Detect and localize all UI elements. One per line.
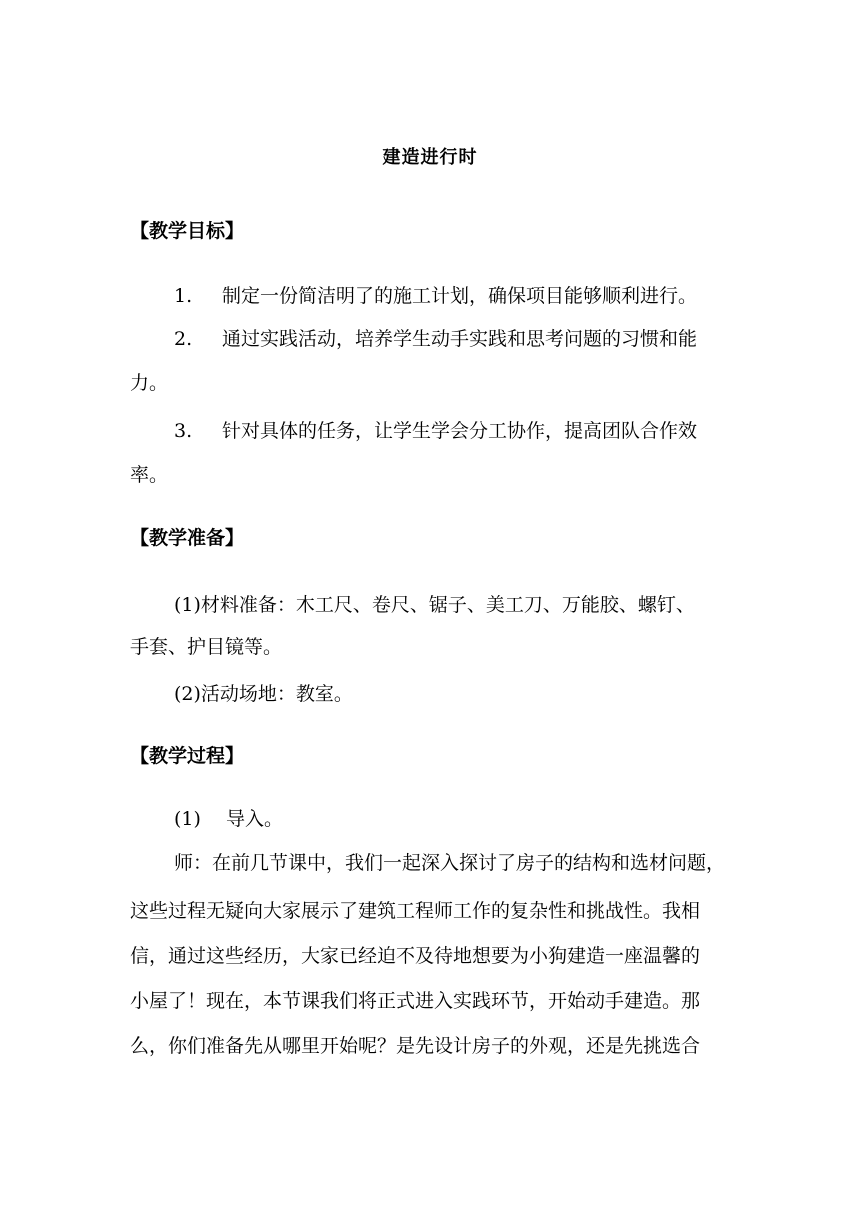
objective-number: 3.	[174, 420, 193, 442]
step-number: (1)	[174, 808, 201, 830]
process-step-1	[174, 806, 283, 832]
section-heading-process: 【教学过程】	[130, 745, 245, 767]
preparation-text-continued: 手套、护目镜等。	[130, 636, 283, 658]
preparation-item-2: (2)活动场地：教室。	[174, 683, 353, 705]
objective-item-3	[174, 418, 697, 444]
objective-item-2	[174, 326, 697, 352]
section-heading-objectives: 【教学目标】	[130, 220, 245, 242]
paragraph-line: 小屋了！现在，本节课我们将正式进入实践环节，开始动手建造。那	[130, 990, 701, 1012]
paragraph-line: 信，通过这些经历，大家已经迫不及待地想要为小狗建造一座温馨的	[130, 945, 701, 967]
objective-item-1	[174, 283, 697, 309]
paragraph-line: 这些过程无疑向大家展示了建筑工程师工作的复杂性和挑战性。我相	[130, 900, 701, 922]
objective-number: 2.	[174, 328, 193, 350]
preparation-item-1: (1)材料准备：木工尺、卷尺、锯子、美工刀、万能胶、螺钉、	[174, 594, 695, 616]
objective-text: 制定一份简洁明了的施工计划，确保项目能够顺利进行。	[222, 285, 698, 307]
objective-text-continued: 力。	[130, 372, 169, 394]
paragraph-line: 么，你们准备先从哪里开始呢？是先设计房子的外观，还是先挑选合	[130, 1035, 701, 1057]
paragraph-line: 师：在前几节课中，我们一起深入探讨了房子的结构和选材问题，	[174, 852, 726, 874]
objective-number: 1.	[174, 285, 193, 307]
objective-text: 针对具体的任务，让学生学会分工协作，提高团队合作效	[222, 420, 698, 442]
objective-text: 通过实践活动，培养学生动手实践和思考问题的习惯和能	[222, 328, 698, 350]
document-title: 建造进行时	[382, 147, 478, 168]
objective-text-continued: 率。	[130, 464, 169, 486]
step-text: 导入。	[226, 808, 284, 830]
section-heading-preparation: 【教学准备】	[130, 527, 245, 549]
